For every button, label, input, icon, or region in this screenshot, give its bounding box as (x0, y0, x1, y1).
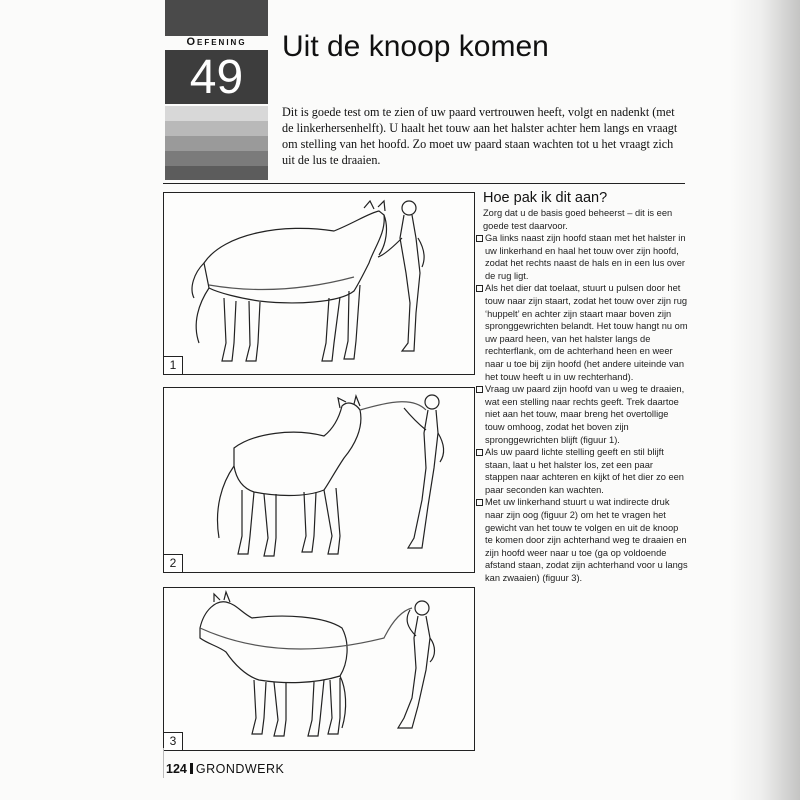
exercise-number: 49 (165, 50, 268, 104)
swatch-1 (165, 106, 268, 121)
checkbox-bullet-icon (476, 386, 483, 393)
intro-text: Dit is goede test om te zien of uw paard vertrouwen heeft, volgt en nadenkt (met de linkerhersenhelft). U haalt het touw aan het halster achter hem langs en vraagt om stelling van het hoofd. Zo moet uw paard staan wachten tot u het vraagt zich uit de lus te draaien. (282, 105, 678, 167)
howto-step-5-text: Met uw linkerhand stuurt u wat indirecte druk naar zijn oog (figuur 2) om het te vragen het gewicht van het touw te volgen en uit de knoop te komen door zijn achterhand weg te draaien en zijn hoofd weer naar u toe (ga op voldoende afstand staan, zodat zijn achterhand voor u langs kan zwaaien) (figuur 3). (485, 497, 688, 584)
horse-handler-illustration-1 (164, 193, 474, 374)
figure-3 (163, 587, 475, 751)
howto-step-4 (476, 446, 688, 496)
page-footer (166, 762, 284, 776)
swatch-2 (165, 121, 268, 136)
horse-handler-illustration-2 (164, 388, 474, 572)
exercise-label: Oefening (186, 36, 247, 48)
howto-step-5 (476, 496, 688, 584)
howto-step-2-text: Als het dier dat toelaat, stuurt u pulsen door het touw naar zijn staart, zodat het touw over zijn rug ‘huppelt’ en achter zijn staart maar boven zijn spronggewrichten belandt. Het touw hangt nu om uw paard heen, van het halster langs de rechterflank, om de achterhand heen en weer naar u toe bij zijn hoofd (het andere uiteinde van het touw heeft u in uw rechterhand). (485, 283, 688, 382)
howto-intro: Zorg dat u de basis goed beheerst – dit is een goede test daarvoor. (483, 208, 673, 231)
footer-rule (163, 748, 164, 778)
footer-separator (190, 763, 193, 774)
swatch-3 (165, 136, 268, 151)
howto-step-1 (476, 232, 688, 282)
checkbox-bullet-icon (476, 285, 483, 292)
figure-2-label: 2 (164, 554, 183, 572)
page-spine-shadow (730, 0, 800, 800)
howto-step-3-text: Vraag uw paard zijn hoofd van u weg te draaien, wat een stelling naar rechts geeft. Trek daartoe niet aan het touw, maar breng het overtollige touw omhoog, zodat het boven zijn spronggewrichten blijft (figuur 1). (485, 384, 685, 445)
checkbox-bullet-icon (476, 449, 483, 456)
checkbox-bullet-icon (476, 499, 483, 506)
page-title: Uit de knoop komen (282, 30, 549, 63)
howto-steps-list (476, 232, 688, 585)
header-bar (165, 0, 268, 36)
section-rule (163, 183, 685, 184)
figure-2 (163, 387, 475, 573)
howto-step-3 (476, 383, 688, 446)
swatch-4 (165, 151, 268, 166)
swatch-5 (165, 166, 268, 180)
section-name: GRONDWERK (195, 762, 285, 776)
page-number: 124 (166, 762, 187, 776)
howto-step-2 (476, 282, 688, 383)
figure-1 (163, 192, 475, 375)
howto-title: Hoe pak ik dit aan? (483, 190, 608, 206)
howto-step-1-text: Ga links naast zijn hoofd staan met het halster in uw linkerhand en haal het touw over zijn hoofd, zodat het rechts naast de hals en in een lus over de rug ligt. (485, 233, 686, 281)
checkbox-bullet-icon (476, 235, 483, 242)
horse-handler-illustration-3 (164, 588, 474, 750)
figure-3-label: 3 (164, 732, 183, 750)
howto-step-4-text: Als uw paard lichte stelling geeft en stil blijft staan, laat u het halster los, zet een paar stappen naar achteren en kijkt of het dier zo een paar seconden kan wachten. (485, 447, 684, 495)
figure-1-label: 1 (164, 356, 183, 374)
